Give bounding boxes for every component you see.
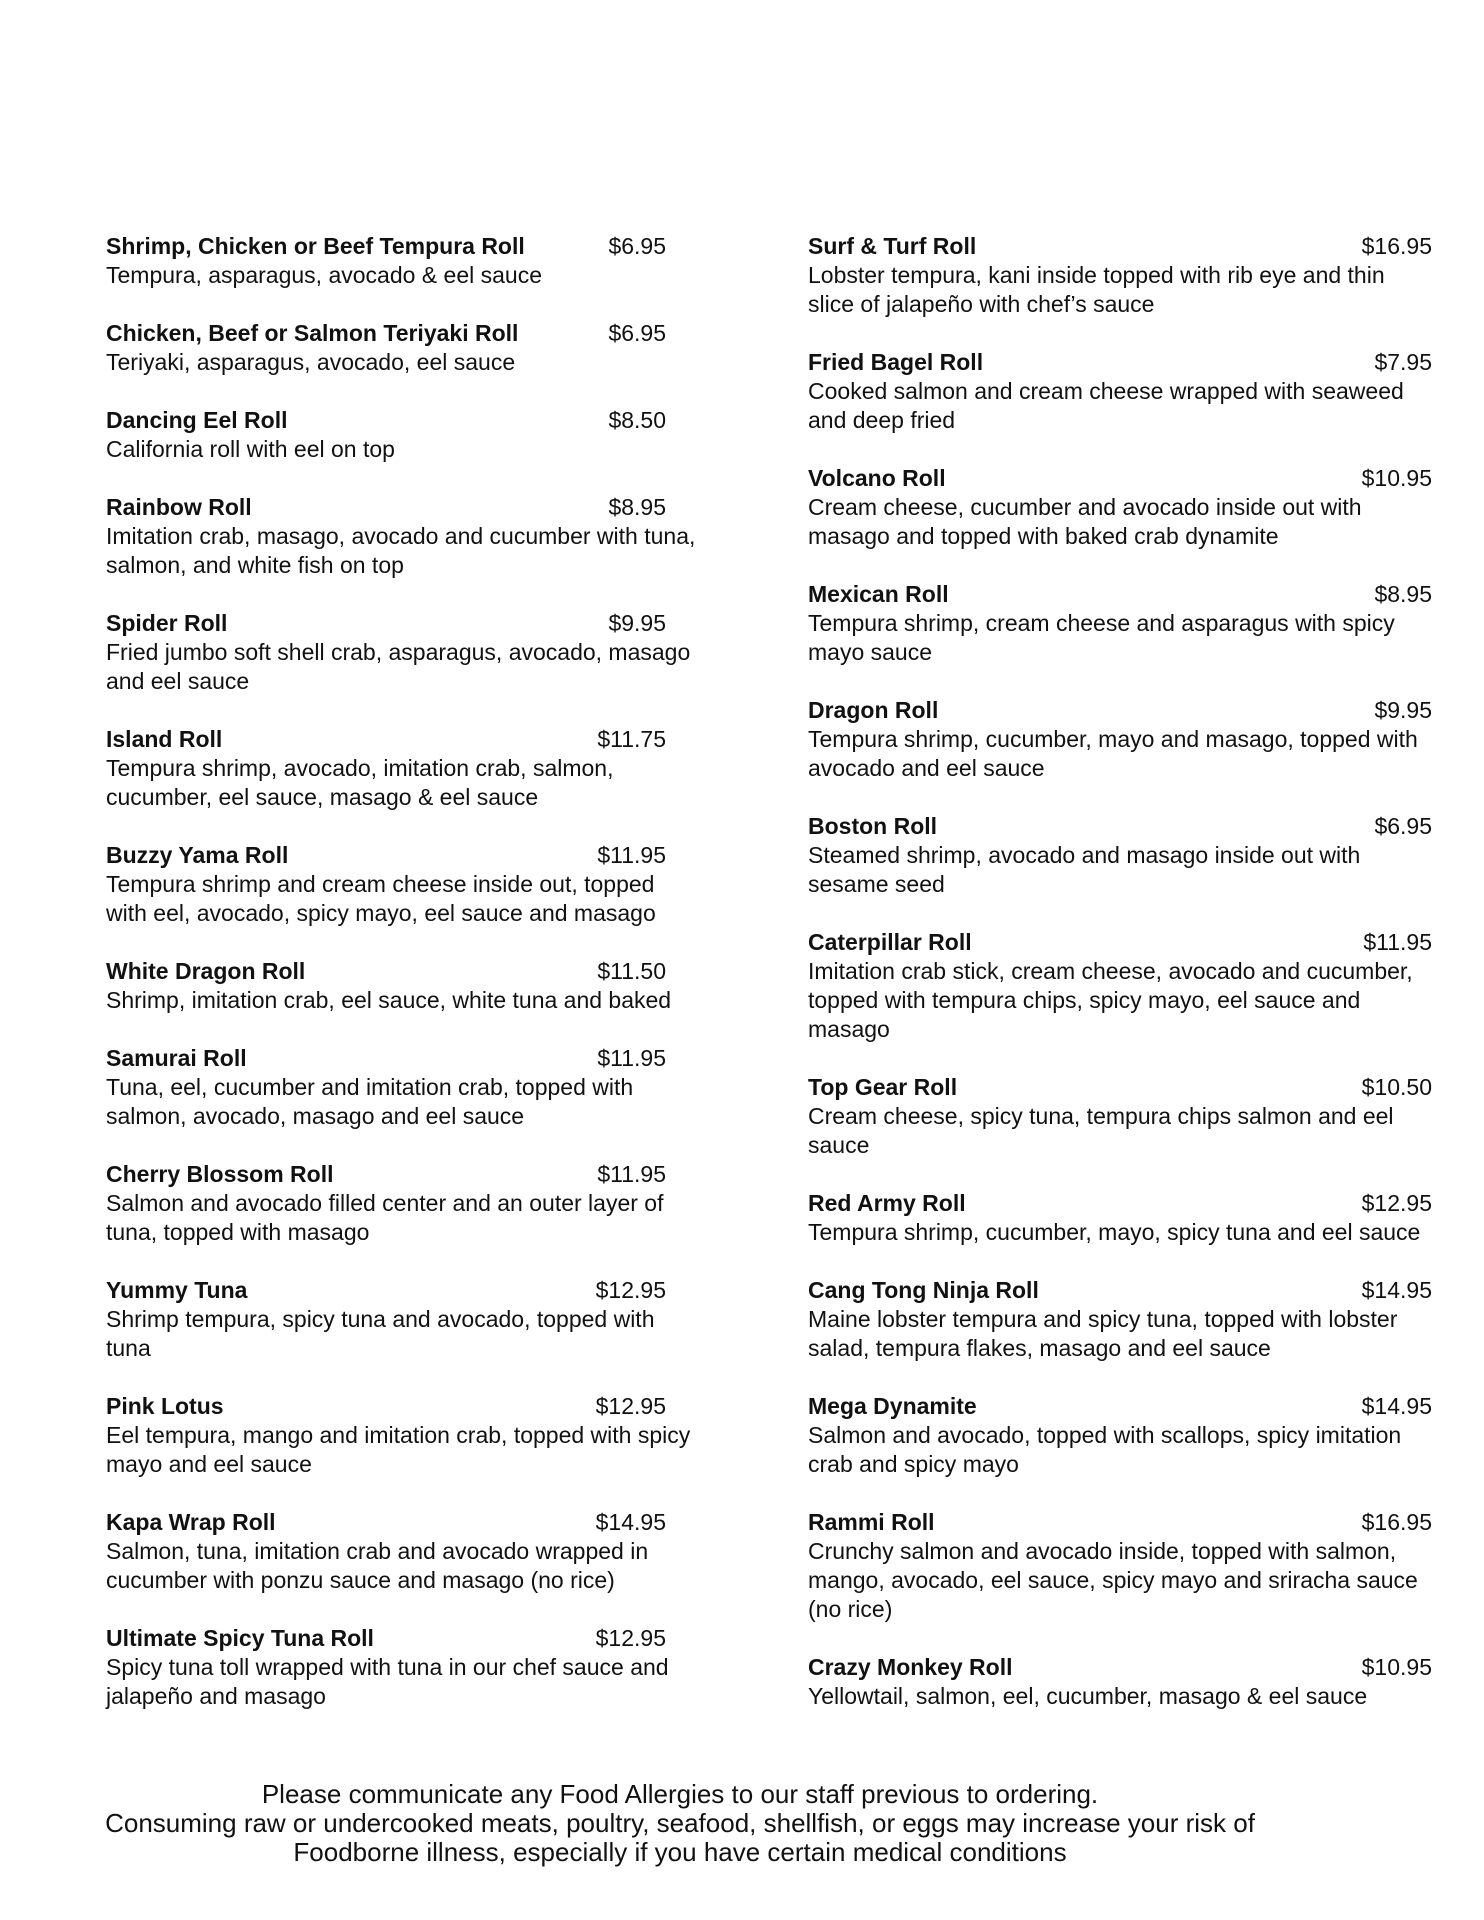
menu-item-header [106,1276,666,1305]
menu-item-header [106,1624,666,1653]
menu-item-name: Ultimate Spicy Tuna Roll [106,1625,374,1651]
menu-item-header [808,232,1432,261]
menu-item-description: Lobster tempura, kani inside topped with rib eye and thin slice of jalapeño with chef’s sauce [808,262,1385,317]
menu-item-price: $10.95 [1361,1654,1432,1680]
menu-item [808,348,1436,435]
menu-item-name: Rammi Roll [808,1509,935,1535]
right-menu-column [808,232,1436,1740]
menu-item-header [106,725,666,754]
menu-item-price: $14.95 [595,1509,666,1535]
menu-item [106,1044,696,1131]
menu-item [106,957,696,1015]
menu-item-header [808,1276,1432,1305]
menu-item-header [106,232,666,261]
menu-item-header [808,348,1432,377]
allergy-notice-line-1: Please communicate any Food Allergies to our staff previous to ordering. [261,1780,1099,1809]
menu-item [106,841,696,928]
menu-item [808,1189,1436,1247]
menu-item-description: Spicy tuna toll wrapped with tuna in our chef sauce and jalapeño and masago [106,1654,669,1709]
menu-item [808,580,1436,667]
menu-item-name: Buzzy Yama Roll [106,842,289,868]
menu-item-description: Cream cheese, cucumber and avocado inside out with masago and topped with baked crab dynamite [808,494,1362,549]
menu-item-description: Shrimp, imitation crab, eel sauce, white tuna and baked [106,987,672,1013]
menu-item [808,696,1436,783]
menu-item [106,319,696,377]
menu-item-name: Dancing Eel Roll [106,407,288,433]
menu-item-description: Fried jumbo soft shell crab, asparagus, avocado, masago and eel sauce [106,639,691,694]
menu-item-name: Mexican Roll [808,581,949,607]
menu-item-header [106,406,666,435]
menu-item-price: $6.95 [608,320,666,346]
menu-item-header [808,1392,1432,1421]
menu-item-header [808,464,1432,493]
menu-item-price: $12.95 [1361,1190,1432,1216]
allergy-notice-line-2: Consuming raw or undercooked meats, poultry, seafood, shellfish, or eggs may increase your risk of [105,1808,1255,1838]
menu-item-price: $6.95 [1374,813,1432,839]
menu-item-name: Surf & Turf Roll [808,233,977,259]
menu-item-description: Cream cheese, spicy tuna, tempura chips salmon and eel sauce [808,1103,1394,1158]
menu-item-name: White Dragon Roll [106,958,306,984]
menu-item-header [106,609,666,638]
menu-item-description: Salmon and avocado filled center and an outer layer of tuna, topped with masago [106,1190,664,1245]
menu-item-name: Fried Bagel Roll [808,349,984,375]
menu-item-description: Tempura shrimp and cream cheese inside out, topped with eel, avocado, spicy mayo, eel sauce and masago [106,871,656,926]
menu-item-price: $11.95 [597,1161,666,1187]
menu-item-price: $11.50 [597,958,666,984]
menu-item-name: Spider Roll [106,610,228,636]
menu-item-name: Cherry Blossom Roll [106,1161,334,1187]
menu-item-description: Tuna, eel, cucumber and imitation crab, topped with salmon, avocado, masago and eel sauce [106,1074,634,1129]
menu-item-name: Shrimp, Chicken or Beef Tempura Roll [106,233,525,259]
menu-item [106,609,696,696]
menu-item-price: $11.95 [1363,929,1432,955]
menu-item-price: $11.95 [597,1045,666,1071]
menu-item-price: $16.95 [1361,1509,1432,1535]
menu-item [808,1073,1436,1160]
menu-item-price: $14.95 [1361,1393,1432,1419]
menu-item-header [808,1653,1432,1682]
menu-item-price: $6.95 [608,233,666,259]
menu-item-header [808,812,1432,841]
menu-item-header [106,957,666,986]
menu-item-description: Yellowtail, salmon, eel, cucumber, masago & eel sauce [808,1683,1368,1709]
menu-item-name: Kapa Wrap Roll [106,1509,276,1535]
menu-item-header [106,1508,666,1537]
menu-item-name: Caterpillar Roll [808,929,972,955]
menu-item-description: Crunchy salmon and avocado inside, topped with salmon, mango, avocado, eel sauce, spicy mayo and sriracha sauce (no rice) [808,1538,1418,1622]
menu-item-description: Imitation crab, masago, avocado and cucumber with tuna, salmon, and white fish on top [106,523,696,578]
menu-item-description: California roll with eel on top [106,436,395,462]
menu-item-name: Island Roll [106,726,223,752]
menu-item-name: Yummy Tuna [106,1277,248,1303]
menu-item-description: Shrimp tempura, spicy tuna and avocado, topped with tuna [106,1306,655,1361]
menu-item [106,1392,696,1479]
menu-item [808,812,1436,899]
menu-item-description: Maine lobster tempura and spicy tuna, topped with lobster salad, tempura flakes, masago and eel sauce [808,1306,1398,1361]
menu-item-description: Salmon, tuna, imitation crab and avocado wrapped in cucumber with ponzu sauce and masago (no rice) [106,1538,649,1593]
menu-item-price: $10.95 [1361,465,1432,491]
menu-item-description: Teriyaki, asparagus, avocado, eel sauce [106,349,516,375]
menu-item [808,1276,1436,1363]
menu-item-name: Volcano Roll [808,465,946,491]
menu-item-header [808,580,1432,609]
menu-item-header [808,696,1432,725]
menu-item [106,725,696,812]
menu-item-name: Cang Tong Ninja Roll [808,1277,1039,1303]
menu-item-description: Salmon and avocado, topped with scallops, spicy imitation crab and spicy mayo [808,1422,1402,1477]
menu-item [106,1160,696,1247]
menu-item-price: $7.95 [1374,349,1432,375]
menu-item [106,1508,696,1595]
menu-item-header [106,319,666,348]
menu-item-name: Boston Roll [808,813,938,839]
menu-item-header [106,1160,666,1189]
menu-item [106,406,696,464]
menu-item-header [106,1044,666,1073]
menu-item-price: $11.95 [597,842,666,868]
menu-item [808,1392,1436,1479]
menu-item-header [808,1189,1432,1218]
menu-item-price: $10.50 [1361,1074,1432,1100]
menu-item-name: Rainbow Roll [106,494,252,520]
menu-item [106,232,696,290]
menu-item-price: $8.50 [608,407,666,433]
menu-item-price: $8.95 [1374,581,1432,607]
menu-item-header [808,1508,1432,1537]
menu-item [106,1624,696,1711]
menu-item-header [808,1073,1432,1102]
menu-item-name: Dragon Roll [808,697,939,723]
menu-item-price: $16.95 [1361,233,1432,259]
menu-item [808,232,1436,319]
menu-item-description: Eel tempura, mango and imitation crab, topped with spicy mayo and eel sauce [106,1422,691,1477]
menu-item-name: Pink Lotus [106,1393,224,1419]
menu-item-description: Cooked salmon and cream cheese wrapped with seaweed and deep fried [808,378,1404,433]
menu-item-header [106,1392,666,1421]
menu-item-description: Tempura shrimp, cucumber, mayo and masago, topped with avocado and eel sauce [808,726,1418,781]
menu-item [106,1276,696,1363]
menu-item-description: Tempura shrimp, cucumber, mayo, spicy tuna and eel sauce [808,1219,1421,1245]
menu-item-description: Tempura shrimp, cream cheese and asparagus with spicy mayo sauce [808,610,1395,665]
menu-item-description: Tempura shrimp, avocado, imitation crab, salmon, cucumber, eel sauce, masago & eel sauce [106,755,614,810]
menu-item-name: Chicken, Beef or Salmon Teriyaki Roll [106,320,519,346]
menu-item-description: Imitation crab stick, cream cheese, avocado and cucumber, topped with tempura chips, spicy mayo, eel sauce and masago [808,958,1413,1042]
menu-item [106,493,696,580]
menu-item-name: Crazy Monkey Roll [808,1654,1013,1680]
menu-item-name: Top Gear Roll [808,1074,958,1100]
menu-item [808,464,1436,551]
menu-item-price: $8.95 [608,494,666,520]
menu-item-price: $14.95 [1361,1277,1432,1303]
menu-item-price: $11.75 [597,726,666,752]
menu-item-price: $12.95 [595,1393,666,1419]
menu-item-name: Mega Dynamite [808,1393,977,1419]
menu-item-price: $12.95 [595,1625,666,1651]
menu-item-price: $9.95 [608,610,666,636]
menu-item-header [808,928,1432,957]
menu-item [808,1653,1436,1711]
menu-item-header [106,493,666,522]
allergy-notice-line-3: Foodborne illness, especially if you have certain medical conditions [293,1837,1067,1867]
allergy-notice [60,1780,1300,1876]
menu-item-name: Samurai Roll [106,1045,247,1071]
left-menu-column [106,232,696,1740]
menu-item-price: $12.95 [595,1277,666,1303]
menu-item [808,928,1436,1044]
menu-item-description: Tempura, asparagus, avocado & eel sauce [106,262,542,288]
menu-item-price: $9.95 [1374,697,1432,723]
menu-item [808,1508,1436,1624]
menu-item-header [106,841,666,870]
menu-item-name: Red Army Roll [808,1190,966,1216]
menu-item-description: Steamed shrimp, avocado and masago inside out with sesame seed [808,842,1361,897]
